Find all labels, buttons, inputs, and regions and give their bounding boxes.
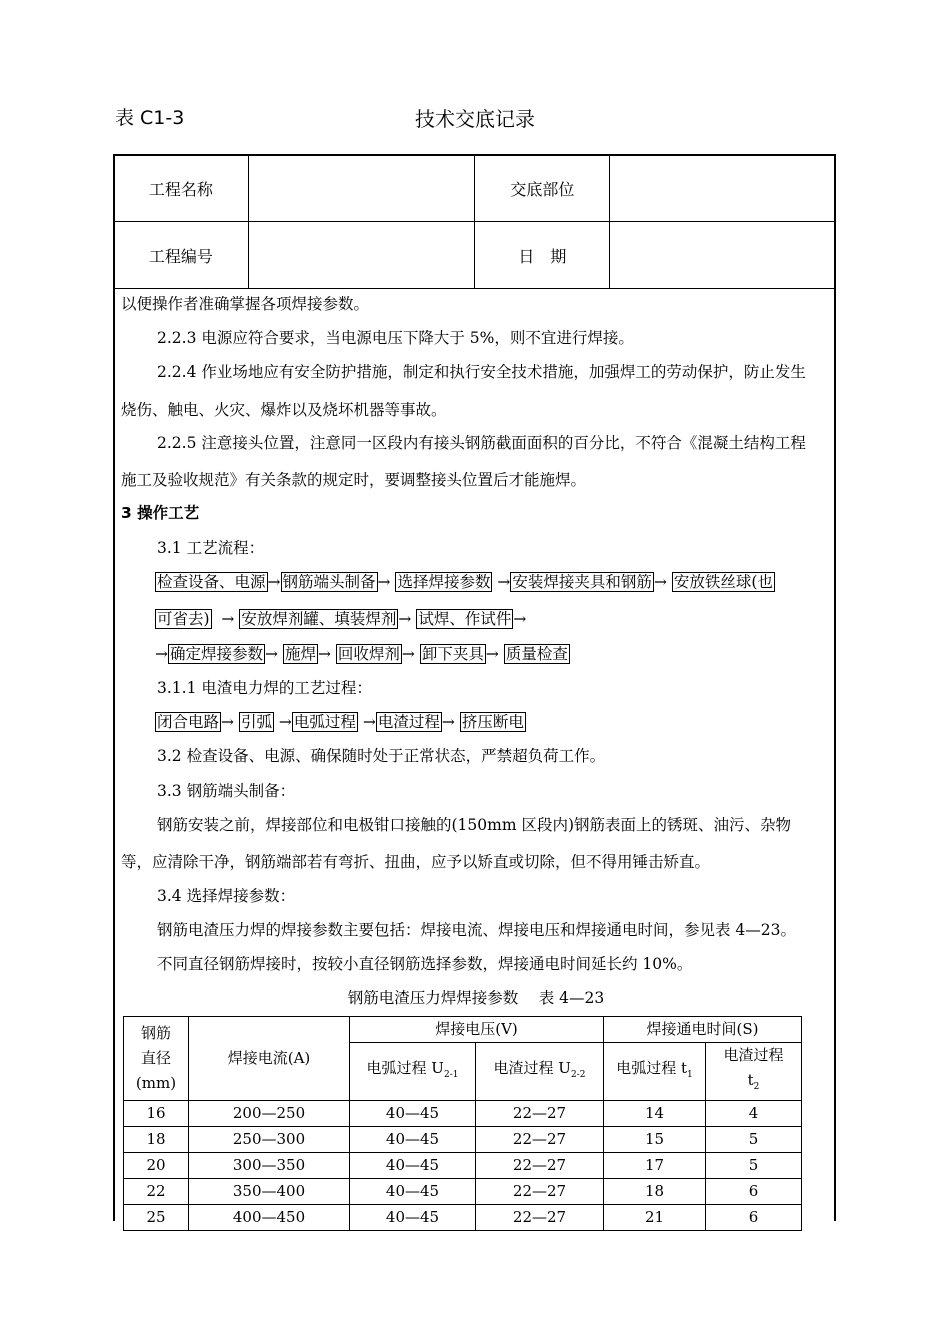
arrow-icon: → bbox=[155, 645, 168, 663]
paragraph: 不同直径钢筋焊接时，按较小直径钢筋选择参数，焊接通电时间延长约 10%。 bbox=[157, 955, 693, 973]
time-header: 焊接通电时间(S) bbox=[604, 1017, 802, 1043]
paragraph: 钢筋安装之前，焊接部位和电极钳口接触的(150mm 区段内)钢筋表面上的锈斑、油污、杂物 bbox=[157, 816, 792, 834]
flow-step: 电渣过程 bbox=[377, 713, 440, 731]
arrow-icon: → bbox=[497, 573, 511, 591]
arrow-icon: → bbox=[221, 610, 235, 628]
form-code: 表 C1-3 bbox=[115, 107, 185, 129]
slag-voltage-header: 电渣过程 $U_{2-2}$ bbox=[476, 1043, 604, 1101]
arrow-icon: → bbox=[317, 645, 331, 663]
flow-step: 电弧过程 bbox=[293, 713, 356, 731]
table-row: 20 300—350 40—45 22—27 17 5 bbox=[124, 1153, 802, 1179]
flow-step: 确定焊接参数 bbox=[170, 645, 264, 663]
flow-step: 卸下夹具 bbox=[421, 645, 484, 663]
voltage-header: 焊接电压(V) bbox=[350, 1017, 604, 1043]
current-header: 焊接电流(A) bbox=[189, 1017, 350, 1101]
flow-step: 挤压断电 bbox=[461, 713, 524, 731]
paragraph: 2.2.3 电源应符合要求，当电源电压下降大于 5%，则不宜进行焊接。 bbox=[157, 329, 634, 347]
process-flow-line-2 bbox=[155, 607, 526, 629]
flow-step: 质量检查 bbox=[505, 645, 568, 663]
date-value[interactable] bbox=[610, 222, 836, 289]
table-caption: 钢筋电渣压力焊焊接参数 表 4—23 bbox=[347, 989, 605, 1007]
flow-step: 可省去) bbox=[157, 610, 210, 628]
paragraph: 等，应清除干净，钢筋端部若有弯折、扭曲，应予以矫直或切除，但不得用锤击矫直。 bbox=[121, 853, 711, 871]
paragraph: 2.2.4 作业场地应有安全防护措施，制定和执行安全技术措施，加强焊工的劳动保护，防止发生 bbox=[157, 363, 806, 381]
date-label: 日 期 bbox=[475, 222, 610, 289]
paragraph: 烧伤、触电、火灾、爆炸以及烧坏机器等事故。 bbox=[121, 401, 447, 419]
location-value[interactable] bbox=[610, 155, 836, 222]
dia-header: 钢筋 直径 (mm) bbox=[124, 1017, 189, 1101]
table-row: 18 250—300 40—45 22—27 15 5 bbox=[124, 1127, 802, 1153]
subsection-heading: 3.3 钢筋端头制备： bbox=[157, 782, 296, 800]
process-flow-line-1 bbox=[155, 570, 775, 592]
paragraph: 3.2 检查设备、电源、确保随时处于正常状态，严禁超负荷工作。 bbox=[157, 747, 606, 765]
document-title: 技术交底记录 bbox=[415, 107, 535, 131]
process-flow-line-3 bbox=[155, 642, 570, 664]
location-label: 交底部位 bbox=[475, 155, 610, 222]
arrow-icon: → bbox=[485, 645, 499, 663]
paragraph: 以便操作者准确掌握各项焊接参数。 bbox=[121, 295, 370, 313]
project-name-label: 工程名称 bbox=[114, 155, 249, 222]
arrow-icon: → bbox=[398, 610, 412, 628]
arrow-icon: → bbox=[441, 713, 455, 731]
flow-step: 钢筋端头制备 bbox=[282, 573, 376, 591]
flow-step: 安放焊剂罐、填装焊剂 bbox=[241, 610, 397, 628]
welding-process-flow bbox=[155, 710, 526, 732]
project-no-value[interactable] bbox=[248, 222, 475, 289]
flow-step: 安放铁丝球(也 bbox=[673, 573, 773, 591]
arrow-icon: → bbox=[653, 573, 667, 591]
arc-time-header: 电弧过程 $t_1$ bbox=[604, 1043, 706, 1101]
table-row: 16 200—250 40—45 22—27 14 4 bbox=[124, 1101, 802, 1127]
flow-step: 引弧 bbox=[240, 713, 272, 731]
paragraph: 2.2.5 注意接头位置，注意同一区段内有接头钢筋截面面积的百分比，不符合《混凝土结构工程 bbox=[157, 434, 806, 452]
flow-step: 检查设备、电源 bbox=[157, 573, 266, 591]
paragraph: 施工及验收规范》有关条款的规定时，要调整接头位置后才能施焊。 bbox=[121, 471, 587, 489]
welding-parameter-table bbox=[123, 1016, 802, 1231]
arrow-icon: → bbox=[377, 573, 391, 591]
arrow-icon: → bbox=[221, 713, 235, 731]
arrow-icon: → bbox=[513, 610, 527, 628]
subsection-heading: 3.1.1 电渣电力焊的工艺过程： bbox=[157, 679, 372, 697]
flow-step: 闭合电路 bbox=[157, 713, 220, 731]
arrow-icon: → bbox=[401, 645, 415, 663]
arrow-icon: → bbox=[362, 713, 376, 731]
flow-step: 试焊、作试件 bbox=[418, 610, 512, 628]
table-row: 22 350—400 40—45 22—27 18 6 bbox=[124, 1179, 802, 1205]
project-info-table bbox=[113, 154, 836, 289]
flow-step: 施焊 bbox=[284, 645, 316, 663]
section-heading: 3 操作工艺 bbox=[121, 504, 200, 522]
flow-step: 选择焊接参数 bbox=[397, 573, 491, 591]
slag-time-header: 电渣过程 $t_2$ bbox=[706, 1043, 802, 1101]
paragraph: 钢筋电渣压力焊的焊接参数主要包括：焊接电流、焊接电压和焊接通电时间，参见表 4—23。 bbox=[157, 921, 797, 939]
subsection-heading: 3.1 工艺流程： bbox=[157, 539, 265, 557]
arrow-icon: → bbox=[265, 645, 279, 663]
flow-step: 回收焊剂 bbox=[337, 645, 400, 663]
table-row: 25 400—450 40—45 22—27 21 6 bbox=[124, 1205, 802, 1231]
arc-voltage-header: 电弧过程 $U_{2-1}$ bbox=[350, 1043, 476, 1101]
arrow-icon: → bbox=[267, 573, 281, 591]
arrow-icon: → bbox=[278, 713, 292, 731]
flow-step: 安装焊接夹具和钢筋 bbox=[512, 573, 652, 591]
subsection-heading: 3.4 选择焊接参数： bbox=[157, 887, 296, 905]
project-name-value[interactable] bbox=[248, 155, 475, 222]
project-no-label: 工程编号 bbox=[114, 222, 249, 289]
